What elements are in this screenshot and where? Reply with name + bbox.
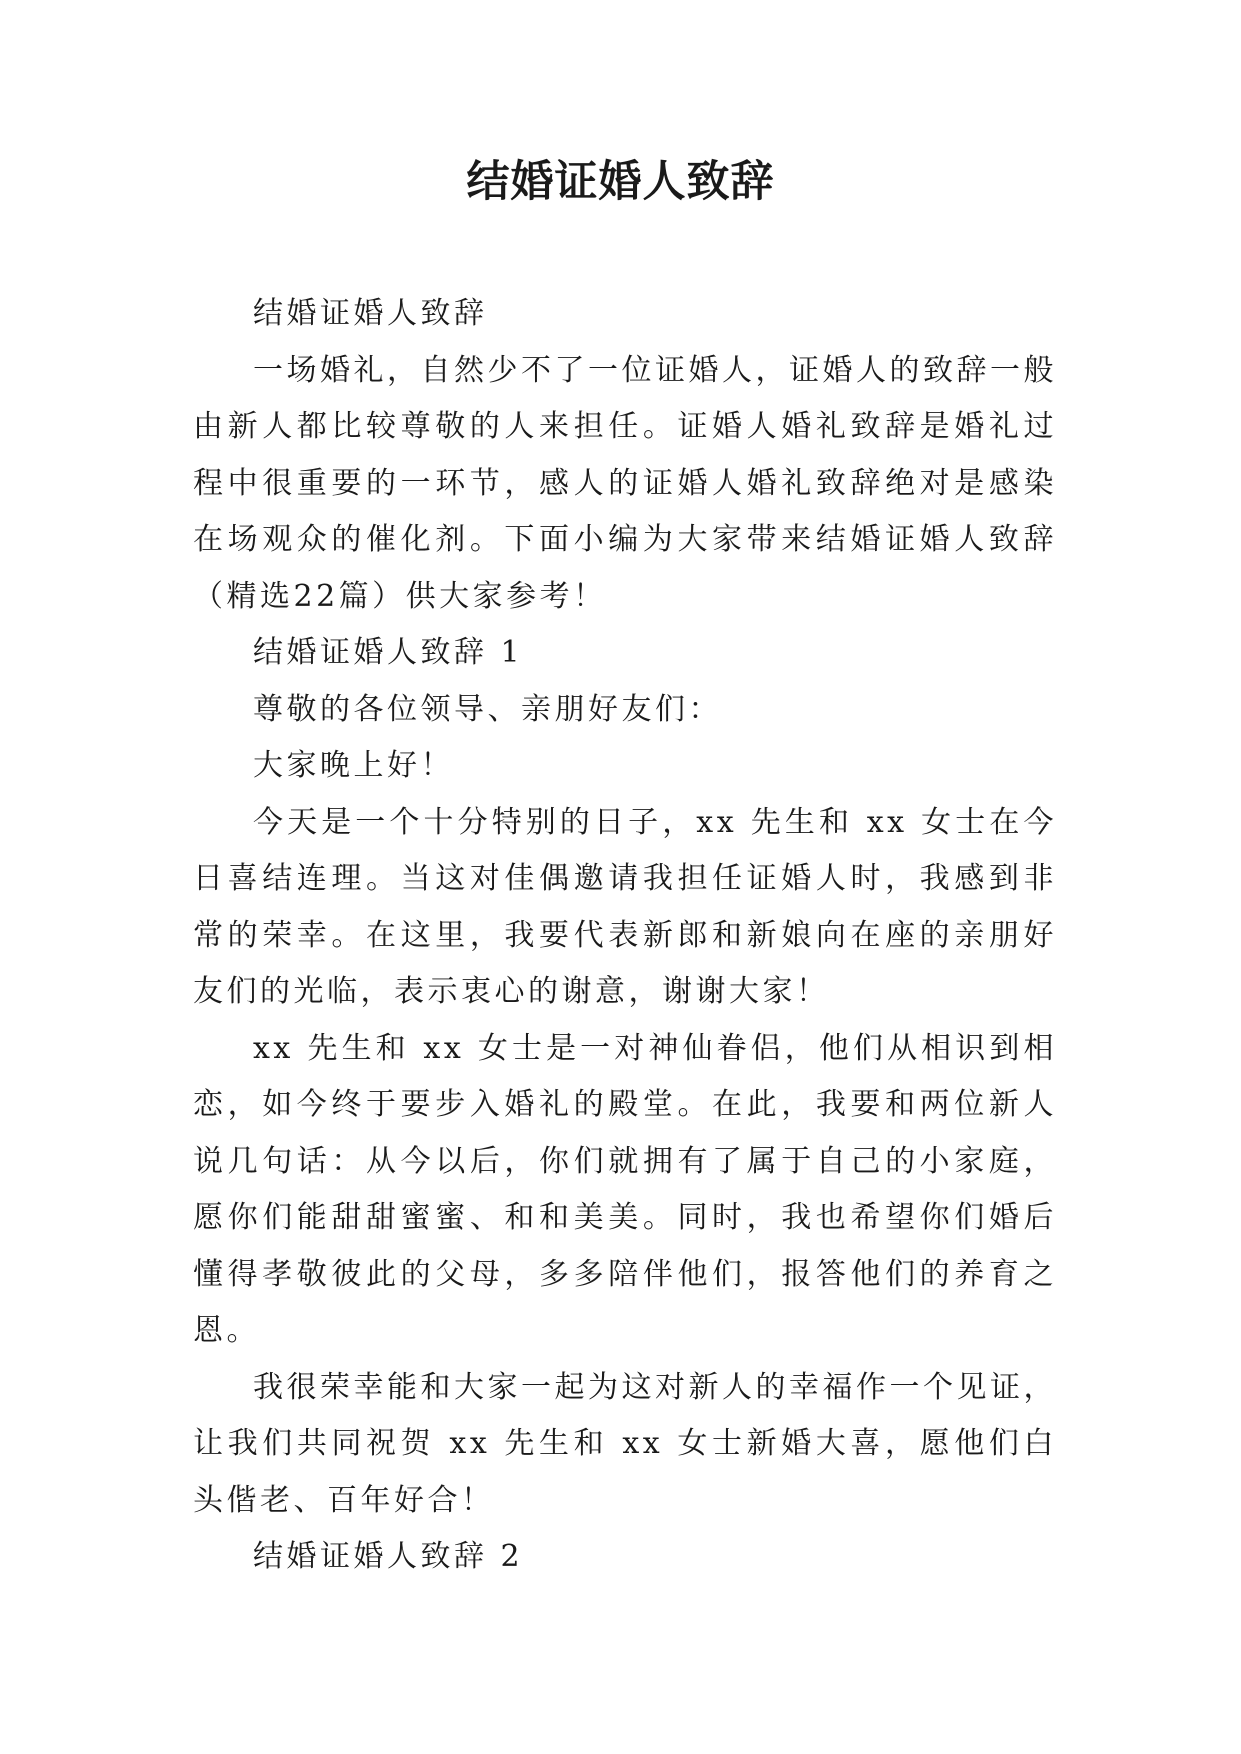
paragraph-body-1: 今天是一个十分特别的日子，xx 先生和 xx 女士在今日喜结连理。当这对佳偶邀请我担任证婚人时，我感到非常的荣幸。在这里，我要代表新郎和新娘向在座的亲朋好友们的光临，表示衷心的谢意，谢谢大家！ xyxy=(193,804,1057,1009)
document-body xyxy=(193,286,1057,1586)
document-title: 结婚证婚人致辞 xyxy=(466,157,775,207)
paragraph-body-2: xx 先生和 xx 女士是一对神仙眷侣，他们从相识到相恋，如今终于要步入婚礼的殿堂。在此，我要和两位新人说几句话：从今以后，你们就拥有了属于自己的小家庭，愿你们能甜甜蜜蜜、和和美美。同时，我也希望你们婚后懂得孝敬彼此的父母，多多陪伴他们，报答他们的养育之恩。 xyxy=(193,1030,1057,1348)
paragraph-intro: 一场婚礼，自然少不了一位证婚人，证婚人的致辞一般由新人都比较尊敬的人来担任。证婚人婚礼致辞是婚礼过程中很重要的一环节，感人的证婚人婚礼致辞绝对是感染在场观众的催化剂。下面小编为大家带来结婚证婚人致辞（精选22篇）供大家参考！ xyxy=(193,352,1057,614)
paragraph-greeting: 大家晚上好！ xyxy=(253,748,454,783)
section-heading-1: 结婚证婚人致辞 1 xyxy=(253,635,524,670)
section-heading-2: 结婚证婚人致辞 2 xyxy=(253,1539,524,1574)
paragraph-body-3: 我很荣幸能和大家一起为这对新人的幸福作一个见证，让我们共同祝贺 xx 先生和 xx 女士新婚大喜，愿他们白头偕老、百年好合！ xyxy=(193,1369,1057,1518)
paragraph-subtitle: 结婚证婚人致辞 xyxy=(253,296,488,331)
paragraph-salutation: 尊敬的各位领导、亲朋好友们： xyxy=(253,691,722,727)
